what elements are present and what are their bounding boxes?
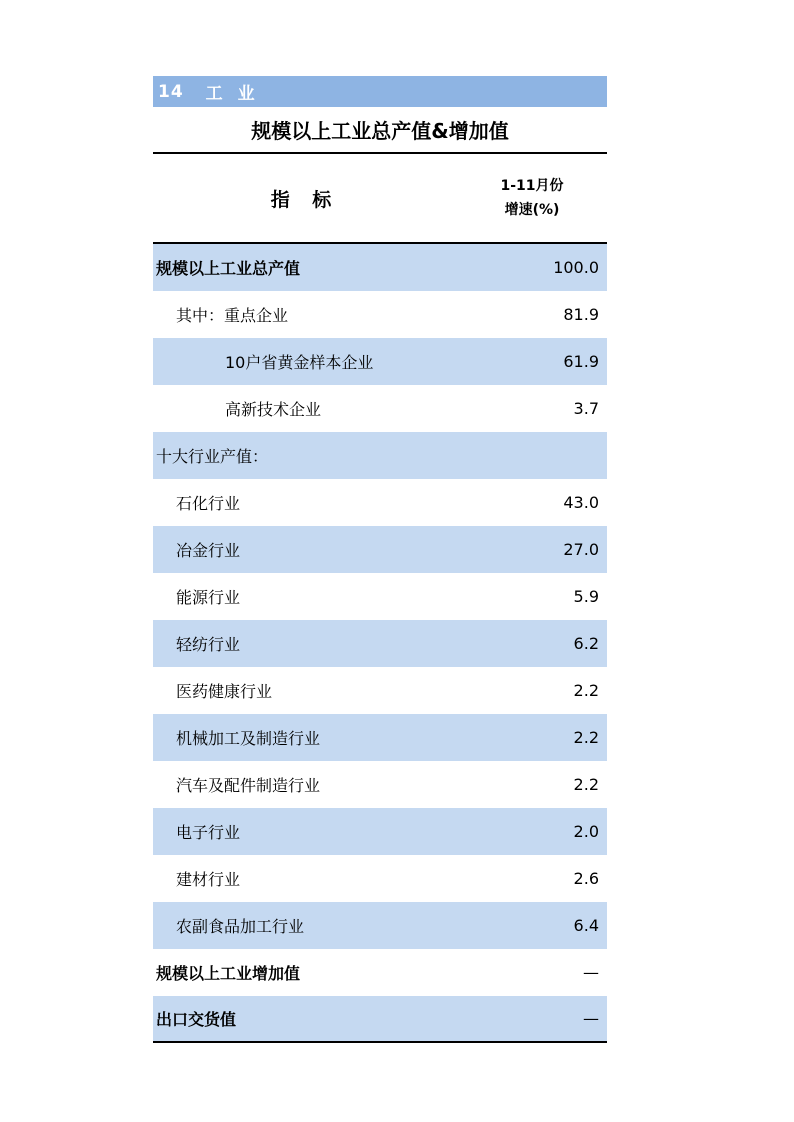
table-row	[153, 996, 607, 1043]
table-header	[153, 154, 607, 244]
row-label: 高新技术企业	[225, 400, 322, 419]
row-label: 轻纺行业	[176, 635, 241, 654]
table-row	[153, 855, 607, 902]
row-label: 能源行业	[176, 588, 241, 607]
row-label: 出口交货值	[156, 1010, 237, 1029]
row-label: 规模以上工业增加值	[156, 964, 301, 983]
table-row	[153, 526, 607, 573]
table-row	[153, 479, 607, 526]
row-label: 十大行业产值：	[156, 447, 269, 466]
row-label: 机械加工及制造行业	[176, 729, 321, 748]
row-label: 农副食品加工行业	[176, 917, 305, 936]
section-header	[153, 76, 607, 107]
row-value: 5.9	[573, 587, 599, 606]
row-label: 其中：重点企业	[176, 306, 289, 325]
row-label: 冶金行业	[176, 541, 241, 560]
row-value: 3.7	[573, 399, 599, 418]
table-container	[153, 76, 607, 1043]
table-row	[153, 714, 607, 761]
row-value: —	[583, 963, 599, 982]
table-row	[153, 949, 607, 996]
row-value: 6.4	[573, 916, 599, 935]
table-row	[153, 761, 607, 808]
row-label: 医药健康行业	[176, 682, 273, 701]
table-row	[153, 432, 607, 479]
table-row	[153, 244, 607, 291]
table-row	[153, 620, 607, 667]
row-value: 61.9	[563, 352, 599, 371]
row-value: 43.0	[563, 493, 599, 512]
table-row	[153, 902, 607, 949]
row-value: 81.9	[563, 305, 599, 324]
table-row	[153, 385, 607, 432]
section-number: 14	[158, 81, 184, 102]
table-title: 规模以上工业总产值&增加值	[153, 107, 607, 154]
period-header	[457, 154, 607, 242]
indicator-header: 指 标	[270, 188, 340, 211]
row-value: 6.2	[573, 634, 599, 653]
row-value: 2.2	[573, 728, 599, 747]
row-value: 2.0	[573, 822, 599, 841]
period-header-line1: 1-11月份	[500, 178, 564, 194]
table-row	[153, 667, 607, 714]
table-row	[153, 338, 607, 385]
table-body	[153, 244, 607, 1043]
row-value: 27.0	[563, 540, 599, 559]
row-label: 汽车及配件制造行业	[176, 776, 321, 795]
table-row	[153, 291, 607, 338]
row-label: 10户省黄金样本企业	[225, 353, 374, 372]
table-row	[153, 808, 607, 855]
row-value: —	[583, 1009, 599, 1028]
period-header-line2: 增速(%)	[504, 202, 560, 218]
row-label: 规模以上工业总产值	[156, 259, 301, 278]
row-value: 2.2	[573, 775, 599, 794]
section-name-char-2: 业	[237, 84, 256, 104]
row-value: 2.2	[573, 681, 599, 700]
section-name	[206, 79, 270, 104]
row-value: 2.6	[573, 869, 599, 888]
row-label: 电子行业	[176, 823, 241, 842]
table-row	[153, 573, 607, 620]
row-value: 100.0	[553, 258, 599, 277]
row-label: 石化行业	[176, 494, 241, 513]
section-name-char-1: 工	[205, 84, 224, 104]
row-label: 建材行业	[176, 870, 241, 889]
